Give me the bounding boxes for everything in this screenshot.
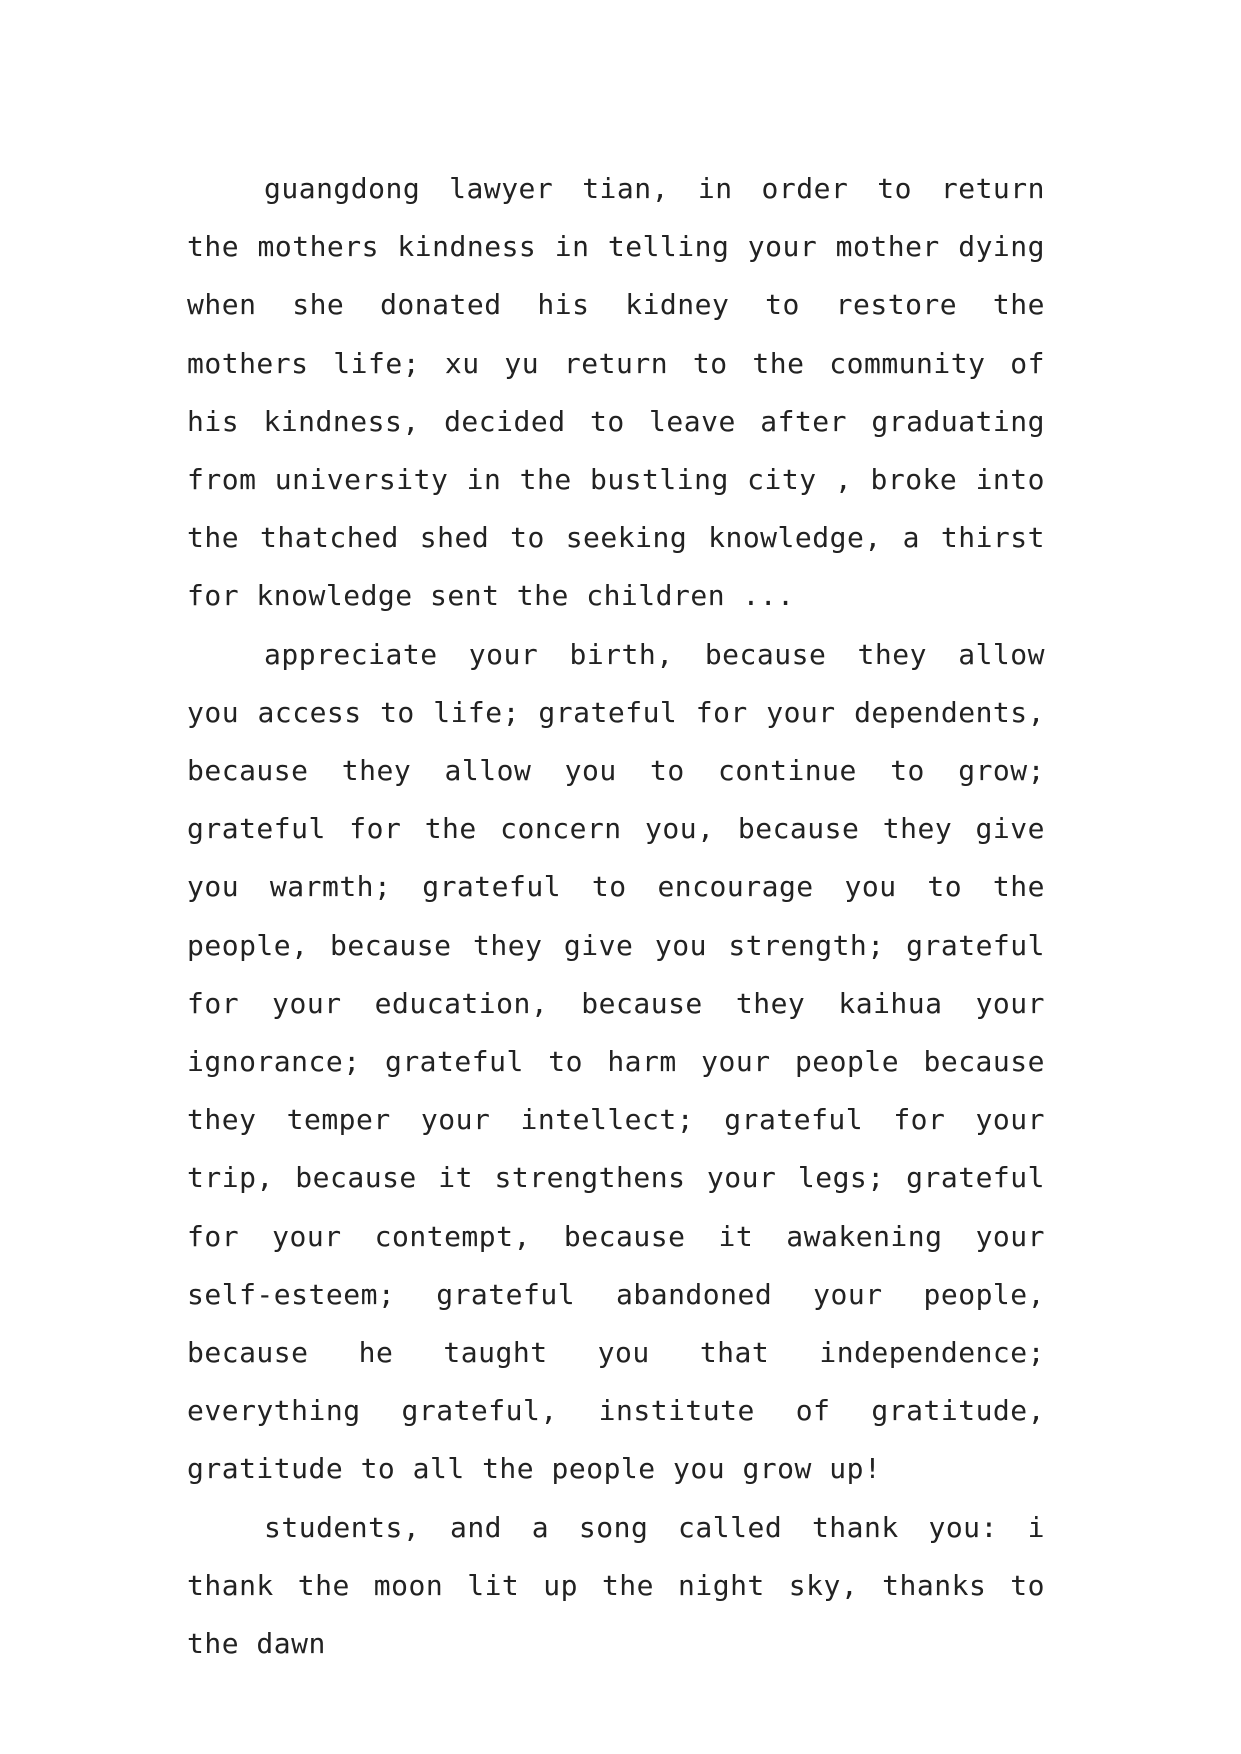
paragraph-3: students, and a song called thank you: i thank the moon lit up the night sky, thanks to the dawn [187,1510,1045,1661]
paragraph-1: guangdong lawyer tian, in order to return the mothers kindness in telling your mother dying when she donated his kidney to restore the mothers life; xu yu return to the community of his kindness, decided to leave after graduating from university in the bustling city , broke into the thatched shed to seeking knowledge, a thirst for knowledge sent the children ... [187,172,1045,613]
document-body [187,160,1045,1673]
paragraph-2: appreciate your birth, because they allow you access to life; grateful for your dependents, because they allow you to continue to grow; grateful for the concern you, because they give you warmth; grateful to encourage you to the people, because they give you strength; grateful for your education, because they kaihua your ignorance; grateful to harm your people because they temper your intellect; grateful for your trip, because it strengthens your legs; grateful for your contempt, because it awakening your self-esteem; grateful abandoned your people, because he taught you that independence; everything grateful, institute of gratitude, gratitude to all the people you grow up! [187,637,1045,1486]
